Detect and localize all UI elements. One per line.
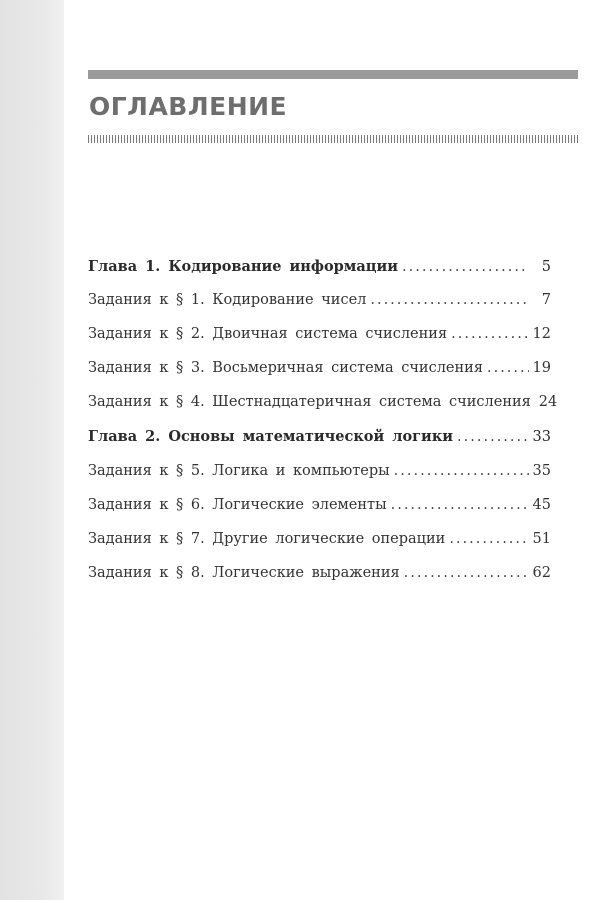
toc-entry-page-number: 35 bbox=[532, 462, 551, 479]
toc-entry-section-1[interactable] bbox=[88, 292, 551, 326]
dot-leader bbox=[487, 360, 529, 376]
toc-entry-title: Глава 2. Основы математической логики bbox=[88, 428, 454, 446]
dot-leader bbox=[457, 429, 529, 445]
title-underline bbox=[88, 135, 578, 143]
table-of-contents bbox=[88, 258, 558, 599]
toc-entry-page-number: 7 bbox=[541, 292, 551, 309]
toc-entry-page-number: 62 bbox=[532, 564, 551, 581]
toc-entry-section-4[interactable] bbox=[88, 394, 558, 428]
dot-leader bbox=[391, 497, 529, 513]
dot-leader bbox=[449, 531, 528, 547]
toc-entry-page-number: 5 bbox=[541, 259, 551, 275]
toc-entry-section-6[interactable] bbox=[88, 497, 551, 531]
toc-entry-title: Задания к § 6. Логические элементы bbox=[88, 496, 387, 513]
toc-entry-page-number: 33 bbox=[532, 429, 551, 446]
toc-entry-title: Глава 1. Кодирование информации bbox=[88, 258, 399, 275]
dot-leader bbox=[394, 463, 529, 479]
toc-entry-title: Задания к § 7. Другие логические операции bbox=[88, 530, 446, 547]
toc-entry-chapter-2[interactable] bbox=[88, 428, 551, 462]
toc-entry-section-3[interactable] bbox=[88, 360, 551, 394]
toc-entry-title: Задания к § 1. Кодирование чисел bbox=[88, 292, 367, 309]
toc-entry-section-7[interactable] bbox=[88, 531, 551, 565]
toc-entry-page-number: 51 bbox=[532, 530, 551, 547]
page-margin-shadow bbox=[0, 0, 64, 900]
toc-entry-title: Задания к § 2. Двоичная система счисления bbox=[88, 326, 448, 343]
toc-entry-section-8[interactable] bbox=[88, 565, 551, 599]
dot-leader bbox=[404, 565, 529, 581]
toc-entry-title: Задания к § 5. Логика и компьютеры bbox=[88, 462, 390, 479]
toc-entry-section-5[interactable] bbox=[88, 463, 551, 497]
toc-entry-title: Задания к § 4. Шестнадцатеричная система счисления bbox=[88, 394, 531, 411]
toc-entry-page-number: 19 bbox=[532, 360, 551, 377]
toc-entry-section-2[interactable] bbox=[88, 326, 551, 360]
toc-entry-title: Задания к § 8. Логические выражения bbox=[88, 564, 400, 581]
toc-entry-page-number: 24 bbox=[538, 394, 558, 411]
toc-entry-chapter-1[interactable] bbox=[88, 258, 551, 292]
dot-leader bbox=[370, 292, 529, 308]
toc-entry-page-number: 45 bbox=[532, 496, 551, 513]
toc-entry-page-number: 12 bbox=[532, 326, 551, 343]
toc-entry-title: Задания к § 3. Восьмеричная система счисления bbox=[88, 360, 483, 377]
header-bar bbox=[88, 70, 578, 79]
page-title: ОГЛАВЛЕНИЕ bbox=[89, 92, 288, 121]
dot-leader bbox=[451, 326, 528, 342]
dot-leader bbox=[402, 259, 529, 275]
